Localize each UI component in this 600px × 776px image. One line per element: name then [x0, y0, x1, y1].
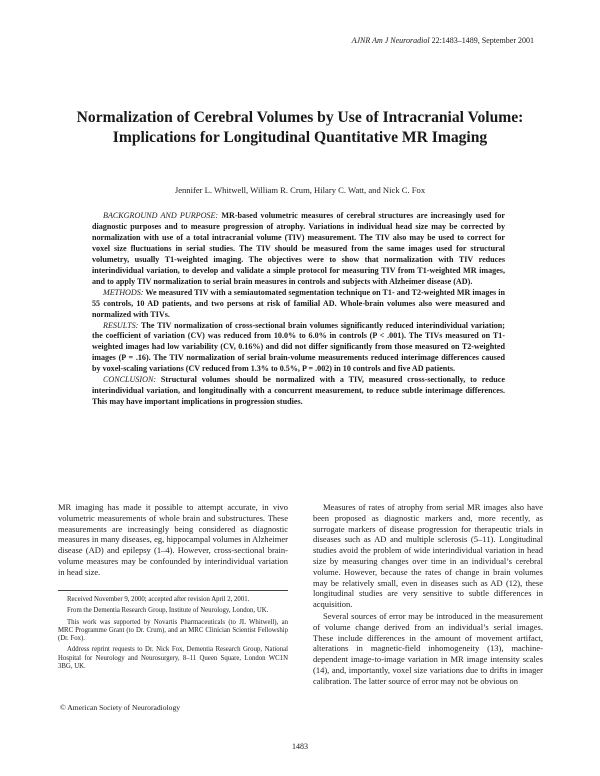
abstract-text: The TIV normalization of cross-sectional brain volumes significantly reduced interindividual variation; the coefficient of variation (CV) was reduced from 10.0% to 6.0% in controls (P < .001). The TIVs measured on T1-weighted images had low variability (CV, 0.16%) and did not differ significantly from those measured on T2-weighted images (P = .16). The TIV normalization of serial brain-volume measurements reduced interimage differences caused by voxel-scaling variations (CV reduced from 1.3% to 0.5%, P = .002) in 10 controls and five AD patients.: [92, 320, 505, 374]
abstract-heading: METHODS:: [103, 287, 144, 297]
running-header: [352, 36, 534, 45]
abstract-heading: BACKGROUND AND PURPOSE:: [103, 211, 219, 220]
abstract-methods: [92, 288, 505, 321]
page-number: 1483: [292, 742, 308, 751]
journal-name: AJNR Am J Neuroradiol: [351, 36, 430, 45]
copyright-notice: © American Society of Neuroradiology: [60, 703, 181, 712]
footnotes: [58, 596, 288, 674]
abstract-heading: CONCLUSION:: [103, 375, 157, 385]
footnote-reprints: Address reprint requests to Dr. Nick Fox, Dementia Research Group, National Hospital for Neurology and Neurosurgery, 8–11 Queen Square, London WC1N 3BG, UK.: [58, 646, 288, 671]
abstract-text: MR-based volumetric measures of cerebral structures are increasingly used for diagnostic purposes and to measure progression of atrophy. Variations in individual head size may be corrected by normalization with use of a total intracranial volume (TIV) measurement. The TIV also may be used to correct for voxel size fluctuations in serial studies. The TIV should be measured from the same images used for structural volumetry, usually T1-weighted imaging. The objectives were to show that normalization with TIV reduces interindividual variation, to develop and validate a simple protocol for measuring TIV from T1-weighted MR images, and to apply TIV normalization to serial brain measures in controls and subjects with Alzheimer disease (AD).: [92, 211, 505, 286]
journal-pages: 22:1483–1489, September 2001: [431, 36, 534, 45]
body-column-left: [58, 502, 288, 578]
body-paragraph: Several sources of error may be introduced in the measurement of volume change derived from an individual’s serial images. These include differences in the amount of movement artifact, alterations in magnetic-field inhomogeneity (13), machine-dependent image-to-image variation in MR image intensity scales (14), and, importantly, voxel size variations due to drifts in imager calibration. The latter source of error may not be obvious on: [313, 610, 543, 686]
abstract-results: [92, 321, 505, 376]
body-column-right: [313, 502, 543, 687]
author-list: Jennifer L. Whitwell, William R. Crum, Hilary C. Watt, and Nick C. Fox: [174, 185, 426, 195]
body-paragraph: MR imaging has made it possible to attempt accurate, in vivo volumetric measurements of whole brain and substructures. These measurements are increasingly being considered as diagnostic measures in many diseases, eg, hippocampal volumes in Alzheimer disease (AD) and epilepsy (1–4). However, cross-sectional brain-volume measures may be confounded by interindividual variation in head size.: [58, 502, 288, 577]
abstract-text: We measured TIV with a semiautomated segmentation technique on T1- and T2-weighted MR images in 55 controls, 10 AD patients, and two persons at risk of familial AD. Whole-brain volumes also were measured and normalized with TIVs.: [92, 287, 505, 319]
abstract-heading: RESULTS:: [103, 320, 139, 330]
footnote-affiliation: From the Dementia Research Group, Institute of Neurology, London, UK.: [67, 607, 269, 615]
footnote-divider: [58, 590, 288, 591]
abstract-text: Structural volumes should be normalized with a TIV, measured cross-sectionally, to reduce interindividual variation, and longitudinally with a concurrent measurement, to reduce subtle interimage differences. This may have important implications in progression studies.: [92, 375, 505, 407]
article-title: Normalization of Cerebral Volumes by Use of Intracranial Volume: Implications for Longitudinal Quantitative MR Imaging: [76, 109, 524, 146]
abstract-conclusion: [92, 375, 505, 408]
abstract-background: [92, 211, 505, 288]
footnote-received: Received November 9, 2000; accepted after revision April 2, 2001.: [67, 596, 250, 603]
footnote-funding: This work was supported by Novartis Pharmaceuticals (to JL Whitwell), an MRC Programme Grant (to Dr. Crum), and an MRC Clinician Scientist Fellowship (Dr. Fox).: [58, 618, 288, 643]
abstract: [92, 211, 505, 408]
body-paragraph: Measures of rates of atrophy from serial MR images also have been proposed as diagnostic markers and, more recently, as surrogate markers of disease progression for therapeutic trials in diseases such as AD and multiple sclerosis (5–11). Longitudinal studies avoid the problem of wide interindividual variation in head size by measuring changes over time in an individual’s cerebral volume. However, because the rates of change in brain volumes may be relatively small, even in diseases such as AD (12), these longitudinal studies are very sensitive to subtle differences in acquisition.: [313, 502, 543, 610]
